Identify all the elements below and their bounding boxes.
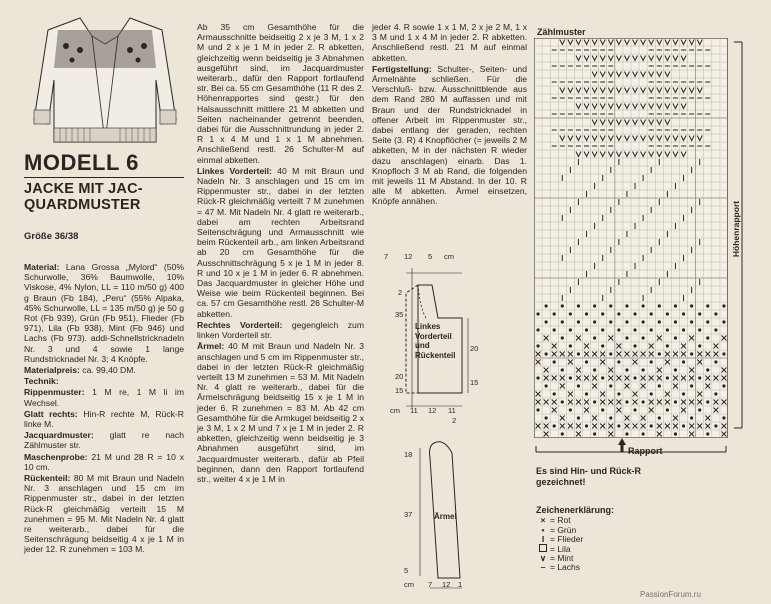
grid-dot-mark: [706, 336, 709, 339]
grid-dot-mark: [553, 392, 556, 395]
paragraph-label: Rippenmuster:: [24, 387, 85, 398]
grid-dot-mark: [617, 312, 620, 315]
front-bottom-dim-4: 11: [448, 406, 456, 415]
front-bottom-sub: 2: [452, 416, 457, 425]
grid-dot-mark: [569, 408, 572, 411]
front-left-dim-3: 20: [395, 372, 404, 381]
grid-dot-mark: [698, 312, 701, 315]
paragraph-label: Materialpreis:: [24, 365, 80, 376]
paragraph-text: 40 M mit Braun und Nadeln Nr. 3 anschlagen und 5 cm im Rippenmuster str., dabei in der letzten Rück-R gleichmäßig verteilt 13 M zunehmen = 53 M. Mit Nadeln Nr. 4 glatt re weiterarb., dabei für die Ärmelschrägung beidseitig 15 x je 1 M in jeder 6. R zunehmen = 83 M. Ab 42 cm Gesamthöhe für die Armkugel beidseitig 2 x je 3 M, 1 x 2 M und 7 x je 1 M in jeder 2. R abketten, gleichzeitig wenn beidseitig je 3 Abnahmen ausgeführt sind, im Jacquardmuster weiterarb., dafür ab Pfeil beginnen, dann den Rapport fortlaufend str., weiter 4 x je 1 M in: [197, 341, 364, 484]
paragraph: [197, 320, 364, 340]
legend-symbol-icon: •: [541, 524, 545, 535]
paragraph-label: Technik:: [24, 376, 59, 387]
text-column-1: [24, 262, 184, 556]
grid-dot-mark: [536, 312, 539, 315]
front-left-dim-4: 15: [395, 386, 404, 395]
front-top-dim-4: cm: [444, 252, 454, 261]
grid-dot-mark: [706, 304, 709, 307]
legend-text: = Mint: [550, 552, 574, 563]
grid-dot-mark: [601, 376, 604, 379]
paragraph-text: gegengleich zum linken Vorderteil str.: [197, 319, 364, 341]
grid-dot-mark: [633, 408, 636, 411]
rapport-label: Rapport: [628, 446, 663, 456]
grid-dot-mark: [625, 368, 628, 371]
grid-dot-mark: [666, 328, 669, 331]
paragraph: [197, 22, 364, 165]
grid-dot-mark: [609, 304, 612, 307]
grid-dot-mark: [617, 328, 620, 331]
grid-dot-mark: [553, 328, 556, 331]
sleeve-bottom-dim-3: 12: [442, 580, 451, 589]
front-right-dim-2: 15: [470, 378, 479, 387]
paragraph-text: jeder 4. R sowie 1 x 1 M, 2 x je 2 M, 1 x 3 M und 1 x 4 M in jeder 2. R abketten. Anschließend restl. 21 M auf einmal abketten.: [372, 22, 527, 63]
grid-dot-mark: [577, 352, 580, 355]
grid-dot-mark: [585, 312, 588, 315]
grid-dot-mark: [642, 400, 645, 403]
grid-dot-mark: [714, 392, 717, 395]
text-column-3: [372, 22, 527, 208]
paragraph-text: Schulter-, Seiten- und Ärmelnähte schließen. Für die Verschluß- bzw. Ausschnittblende aus dem Rand 280 M auffassen und mit Braun und der Rundstricknadel in offener Arbeit im Rippenmuster str., dabei entlang der geraden, rechten Seite (3. R) 4 Knopflöcher (= jeweils 2 M abketten, M in der nächsten R wieder dazu anschlagen) einarb. Das 1. Knopfloch 3 M ab Rand, die folgenden mit jeweils 11 M Abstand. In der 10. R alle M abketten. Ärmel einsetzen, Knöpfe annähen.: [372, 63, 527, 207]
legend-text: = Lachs: [550, 562, 581, 573]
grid-dot-mark: [577, 384, 580, 387]
grid-dot-mark: [706, 320, 709, 323]
grid-dot-mark: [658, 304, 661, 307]
page-title: JACKE MIT JAC-QUARDMUSTER: [24, 181, 143, 213]
grid-dot-mark: [545, 416, 548, 419]
paragraph-label: Material:: [24, 262, 60, 272]
grid-dot-mark: [633, 344, 636, 347]
grid-dot-mark: [682, 328, 685, 331]
legend-symbol-icon: –: [540, 562, 546, 573]
paragraph-text: Ab 35 cm Gesamthöhe für die Armausschnitte beidseitig 2 x je 3 M, 1 x 2 M und 2 x je 1 M in jeder 2. R abketten, gleichzeitig wenn beidseitig je 3 Abnahmen ausgeführt sind, im Jacquardmuster weiterarb., dafür den Rapport fortlaufend str. Bei ca. 55 cm Gesamthöhe (11 R des 2. Höhenrapportes sind gestr.) für den Halsausschnitt mittlere 21 M abketten und Seiten nacheinander getrennt beenden, dabei für die Ausschnittrundung in jeder 2. R 1 x 4 M und 1 x 1 M abnehmen. Anschließend restl. 26 Schulter-M auf einmal abketten.: [197, 22, 364, 165]
paragraph-text: Lana Grossa „Mylord“ (50% Schurwolle, 36% Baumwolle, 10% Viskose, 4% Nylon, LL = 110 m/50 g) 400 g Braun (Fb 184), „Peru“ (55% Alpaka, 45% Schurwolle, LL = 135 m/50 g) je 50 g Rot (Fb 939), Grün (Fb 951), Flieder (Fb 971), Lila (Fb 938), Mint (Fb 946) und Lachs (Fb 973). addi-Schnellstricknadeln Nr. 3 und 4 sowie 1 lange Rundstricknadel Nr. 3; 4 Knöpfe.: [24, 262, 184, 364]
count-pattern-grid: [534, 38, 728, 438]
paragraph: [24, 452, 184, 472]
grid-dot-mark: [666, 408, 669, 411]
paragraph-text: Hin-R rechte M, Rück-R linke M.: [24, 408, 184, 430]
grid-dot-mark: [545, 304, 548, 307]
title-rule: [24, 177, 184, 178]
front-bottom-dim-3: 12: [428, 406, 437, 415]
grid-dot-mark: [650, 360, 653, 363]
legend-title: Zeichenerklärung:: [536, 505, 615, 515]
grid-dot-mark: [561, 336, 564, 339]
grid-dot-mark: [674, 368, 677, 371]
grid-dot-mark: [569, 328, 572, 331]
sleeve-left-dim-1: 18: [404, 450, 413, 459]
front-label: Linkes Vorderteil und Rückenteil: [415, 322, 456, 360]
grid-dot-mark: [674, 304, 677, 307]
grid-dot-mark: [536, 344, 539, 347]
grid-dot-mark: [609, 320, 612, 323]
grid-dot-mark: [617, 392, 620, 395]
legend-text: = Lila: [550, 543, 571, 554]
grid-dot-mark: [585, 360, 588, 363]
grid-dot-mark: [593, 368, 596, 371]
grid-dot-mark: [577, 320, 580, 323]
legend-item: [536, 563, 614, 572]
sleeve-left-dim-2: 37: [404, 510, 413, 519]
grid-dot-mark: [585, 424, 588, 427]
paragraph-label: Maschenprobe:: [24, 451, 88, 462]
paragraph-text: 40 M mit Braun und Nadeln Nr. 3 anschlagen und 15 cm im Rippenmuster str., dabei in der letzten Rück-R gleichmäßig verteilt 7 M zunehmen = 47 M. Mit Nadeln Nr. 4 glatt re weiterarb., dabei am rechten Arbeitsrand Seitenschrägung und Armausschnitt wie beim Rückenteil arb., am linken Arbeitsrand ab 20 cm Gesamthöhe für die Ausschnittschrägung 5 x je 1 M in jeder 8. R und 10 x je 1 M in jeder 6. R abnehmen. Das Jacquardmuster in gleicher Höhe und Weise wie beim Rückenteil beginnen. Bei ca. 57 cm Gesamthöhe restl. 26 Schulter-M abketten.: [197, 165, 365, 319]
grid-dot-mark: [617, 424, 620, 427]
grid-dot-mark: [698, 344, 701, 347]
grid-dot-mark: [561, 304, 564, 307]
front-top-dim-1: 7: [384, 252, 389, 261]
grid-dot-mark: [698, 328, 701, 331]
grid-dot-mark: [690, 384, 693, 387]
grid-dot-mark: [690, 304, 693, 307]
grid-dot-mark: [722, 416, 725, 419]
grid-dot-mark: [569, 344, 572, 347]
paragraph: [372, 22, 527, 63]
paragraph-label: Rückenteil:: [24, 473, 71, 484]
chart-title: Zählmuster: [537, 27, 586, 37]
front-bottom-dim-1: cm: [390, 406, 400, 415]
legend-symbol-icon: I: [541, 534, 545, 545]
legend-symbol-icon: ×: [540, 515, 546, 526]
paragraph: [24, 387, 184, 407]
grid-dot-mark: [642, 320, 645, 323]
legend-text: = Grün: [550, 524, 577, 535]
grid-dot-mark: [650, 328, 653, 331]
grid-dot-mark: [633, 328, 636, 331]
grid-dot-mark: [642, 368, 645, 371]
legend-text: = Flieder: [550, 534, 584, 545]
grid-dot-mark: [690, 320, 693, 323]
grid-dot-mark: [593, 400, 596, 403]
grid-dot-mark: [577, 304, 580, 307]
paragraph: [197, 166, 364, 319]
jacket-illustration: [30, 10, 180, 150]
grid-dot-mark: [569, 376, 572, 379]
grid-dot-mark: [714, 360, 717, 363]
paragraph: [372, 64, 527, 207]
paragraph: [24, 262, 184, 364]
grid-dot-mark: [690, 416, 693, 419]
grid-dot-mark: [601, 312, 604, 315]
legend-text: = Rot: [550, 515, 571, 526]
grid-dot-mark: [545, 384, 548, 387]
grid-dot-mark: [706, 400, 709, 403]
sleeve-bottom-dim-1: cm: [404, 580, 414, 589]
grid-dot-mark: [722, 384, 725, 387]
grid-dot-mark: [714, 312, 717, 315]
legend-symbol-icon: ∨: [539, 552, 547, 563]
grid-dot-mark: [666, 376, 669, 379]
grid-dot-mark: [585, 392, 588, 395]
text-column-2: [197, 22, 364, 485]
paragraph-label: Ärmel:: [197, 341, 225, 352]
grid-dot-mark: [553, 424, 556, 427]
sleeve-left-dim-3: 5: [404, 566, 409, 575]
grid-dot-mark: [601, 344, 604, 347]
grid-dot-mark: [536, 328, 539, 331]
grid-dot-mark: [609, 352, 612, 355]
grid-dot-mark: [561, 368, 564, 371]
grid-dot-mark: [593, 336, 596, 339]
grid-dot-mark: [633, 376, 636, 379]
paragraph-label: Rechtes Vorderteil:: [197, 319, 283, 330]
grid-dot-mark: [650, 392, 653, 395]
grid-dot-mark: [625, 320, 628, 323]
grid-dot-mark: [674, 336, 677, 339]
grid-dot-mark: [609, 416, 612, 419]
grid-dot-mark: [601, 328, 604, 331]
grid-dot-mark: [553, 312, 556, 315]
grid-dot-mark: [722, 352, 725, 355]
paragraph-label: Jacquardmuster:: [24, 430, 94, 441]
grid-dot-mark: [650, 312, 653, 315]
grid-dot-mark: [674, 320, 677, 323]
front-bottom-dim-2: 11: [410, 406, 418, 415]
grid-dot-mark: [706, 368, 709, 371]
grid-dot-mark: [545, 352, 548, 355]
grid-dot-mark: [682, 360, 685, 363]
front-right-dim-1: 20: [470, 344, 479, 353]
grid-dot-mark: [714, 328, 717, 331]
grid-dot-mark: [593, 320, 596, 323]
paragraph-label: Fertigstellung:: [372, 63, 432, 74]
grid-dot-mark: [682, 424, 685, 427]
watermark: PassionForum.ru: [640, 590, 701, 599]
front-top-dim-3: 5: [428, 252, 433, 261]
paragraph-text: 21 M und 28 R = 10 x 10 cm.: [24, 451, 184, 472]
front-top-dim-2: 12: [404, 252, 413, 261]
paragraph-text: 80 M mit Braun und Nadeln Nr. 3 anschlagen und 15 cm im Rippenmuster str., dabei in der letzten Rück-R gleichmäßig verteilt 15 M zunehmen = 95 M. Mit Nadeln Nr. 4 glatt re weiterarb., dabei für die Seitenschrägung beidseitig 4 x je 1 M in jeder 12. R zunehmen = 103 M.: [24, 473, 184, 555]
paragraph-text: glatt re nach Zählmuster str.: [24, 430, 184, 451]
grid-dot-mark: [569, 312, 572, 315]
grid-dot-mark: [536, 408, 539, 411]
paragraph-label: Linkes Vorderteil:: [197, 165, 272, 176]
grid-dot-mark: [609, 384, 612, 387]
grid-dot-mark: [682, 392, 685, 395]
grid-dot-mark: [625, 336, 628, 339]
paragraph-label: Glatt rechts:: [24, 408, 78, 419]
paragraph: [24, 365, 184, 375]
grid-dot-mark: [617, 360, 620, 363]
grid-dot-mark: [722, 320, 725, 323]
legend-items: [536, 516, 614, 572]
height-repeat-label: Höhenrapport: [731, 200, 741, 258]
paragraph-text: 1 M re, 1 M li im Wechsel.: [24, 387, 184, 408]
grid-dot-mark: [690, 352, 693, 355]
legend-item: [536, 545, 614, 554]
grid-dot-mark: [545, 320, 548, 323]
grid-dot-mark: [714, 424, 717, 427]
grid-dot-mark: [666, 344, 669, 347]
grid-dot-mark: [585, 328, 588, 331]
grid-dot-mark: [625, 304, 628, 307]
grid-dot-mark: [666, 312, 669, 315]
grid-dot-mark: [633, 312, 636, 315]
paragraph-text: ca. 99,40 DM.: [79, 365, 136, 376]
grid-dot-mark: [650, 424, 653, 427]
paragraph: [24, 473, 184, 555]
size-label: Größe 36/38: [24, 231, 79, 242]
paragraph: [197, 341, 364, 484]
grid-dot-mark: [682, 312, 685, 315]
front-left-dim-2: 35: [395, 310, 404, 319]
sleeve-bottom-dim-2: 7: [428, 580, 433, 589]
grid-dot-mark: [553, 360, 556, 363]
grid-dot-mark: [658, 416, 661, 419]
paragraph: [24, 376, 184, 386]
grid-dot-mark: [577, 416, 580, 419]
grid-dot-mark: [642, 336, 645, 339]
square-icon: [539, 544, 547, 552]
grid-dot-mark: [625, 400, 628, 403]
grid-dot-mark: [601, 408, 604, 411]
grid-dot-mark: [536, 376, 539, 379]
grid-dot-mark: [658, 352, 661, 355]
grid-dot-mark: [698, 376, 701, 379]
paragraph: [24, 409, 184, 429]
grid-dot-mark: [642, 304, 645, 307]
sleeve-label: Ärmel: [434, 512, 457, 521]
sleeve-bottom-dim-4: 1: [458, 580, 463, 589]
legend: [536, 506, 614, 573]
grid-dot-mark: [658, 320, 661, 323]
grid-dot-mark: [561, 400, 564, 403]
grid-dot-mark: [658, 384, 661, 387]
grid-dot-mark: [674, 400, 677, 403]
rows-note: Es sind Hin- und Rück-R gezeichnet!: [536, 466, 642, 487]
model-number: MODELL 6: [24, 150, 139, 175]
grid-dot-mark: [593, 304, 596, 307]
paragraph: [24, 430, 184, 450]
grid-dot-mark: [698, 408, 701, 411]
front-left-dim-1: 2: [398, 288, 403, 297]
grid-dot-mark: [561, 320, 564, 323]
grid-dot-mark: [722, 304, 725, 307]
